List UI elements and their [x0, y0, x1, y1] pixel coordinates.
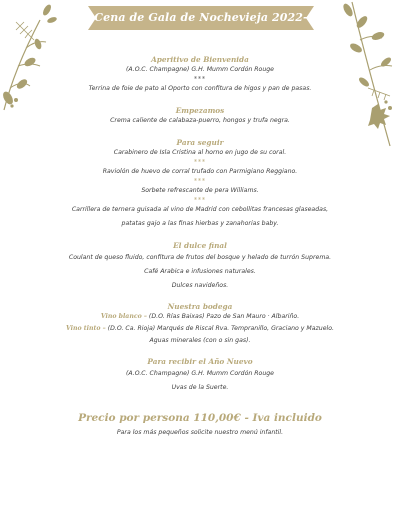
wine-text-tinto: (D.O. Ca. Rioja) Marqués de Riscal Rva. Tempranillo, Graciano y Mazuelo.	[105, 325, 335, 332]
menu-item: Sorbete refrescante de pera Williams.	[141, 187, 259, 194]
wine-line-blanco	[58, 312, 342, 322]
menu-item: (A.O.C. Champagne) G.H. Mumm Cordón Rouge	[125, 66, 274, 73]
separator: ***	[194, 178, 206, 185]
holly-branch-right-icon	[332, 0, 400, 150]
separator: ***	[194, 76, 206, 83]
separator: ***	[194, 159, 206, 166]
menu-item: Aguas minerales (con o sin gas).	[149, 337, 251, 344]
wine-line-tinto	[58, 324, 342, 334]
separator: ***	[194, 197, 206, 204]
menu-item: Café Arabica e infusiones naturales.	[144, 268, 256, 275]
menu-item: Terrina de foie de pato al Oporto con confitura de higos y pan de pasas.	[88, 85, 312, 92]
section-heading-anonuevo: Para recibir el Año Nuevo	[147, 357, 253, 366]
menu-item: Carabinero de Isla Cristina al horno en jugo de su coral.	[113, 149, 287, 156]
title-banner	[88, 6, 314, 48]
menu-item: Raviolón de huevo de corral trufado con Parmigiano Reggiano.	[102, 168, 298, 175]
holly-branch-left-icon	[0, 0, 60, 115]
section-heading-bodega: Nuestra bodega	[167, 302, 233, 311]
children-menu-note: Para los más pequeños solicite nuestro menú infantil.	[116, 429, 284, 436]
menu-item: Crema caliente de calabaza-puerro, hongos y trufa negra.	[110, 117, 290, 124]
wine-label-tinto: Vino tinto –	[65, 325, 106, 332]
page-title: Cena de Gala de Nochevieja 2022-23	[94, 11, 308, 48]
section-heading-aperitivo: Aperitivo de Bienvenida	[151, 55, 249, 64]
menu-item: patatas gajo a las finas hierbas y zanahorias baby.	[121, 220, 279, 227]
menu-item: Coulant de queso fluido, confitura de frutos del bosque y helado de turrón Suprema.	[68, 254, 332, 261]
wine-text-blanco: (D.O. Rías Baixas) Pazo de San Mauro · Albariño.	[146, 313, 300, 320]
menu-item: Uvas de la Suerte.	[171, 384, 229, 391]
menu-item: Carrillera de ternera guisada al vino de Madrid con cebollitas francesas glaseadas,	[71, 206, 329, 213]
section-heading-seguir: Para seguir	[176, 138, 224, 147]
menu-item: Dulces navideños.	[171, 282, 229, 289]
menu-content	[58, 55, 342, 438]
section-heading-empezamos: Empezamos	[175, 106, 225, 115]
menu-item: (A.O.C. Champagne) G.H. Mumm Cordón Rouge	[125, 370, 274, 377]
section-heading-dulce: El dulce final	[173, 241, 227, 250]
wine-label-blanco: Vino blanco –	[100, 313, 147, 320]
price-line: Precio por persona 110,00€ - Iva incluido	[78, 412, 322, 424]
